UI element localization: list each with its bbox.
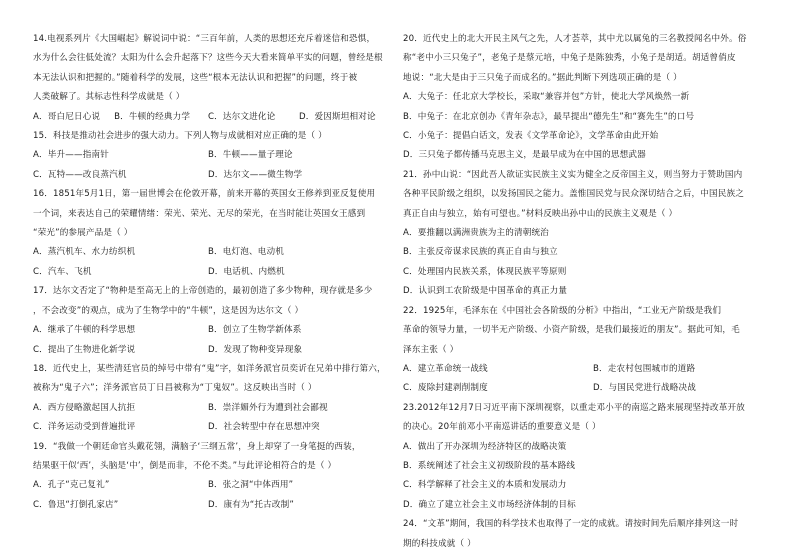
answer-option: D．康有为“托古改制” xyxy=(208,499,294,510)
answer-option: C．瓦特——改良蒸汽机 xyxy=(33,169,127,180)
answer-option: B．创立了生物学新体系 xyxy=(208,325,302,336)
answer-option: B．崇洋媚外行为遭到社会鄙视 xyxy=(208,402,328,413)
answer-option: A．建立革命统一战线 xyxy=(403,363,488,374)
text-line: B．主张反帝谋求民族的真正自由与独立 xyxy=(403,247,558,258)
text-line: 20．近代史上的北大开民主风气之先，人才荟萃，其中尤以属兔的三名教授闻名中外。俗 xyxy=(403,34,747,44)
text-line: A．大兔子：任北京大学校长，采取“兼容并包”方针，使北大学风焕然一新 xyxy=(403,92,690,103)
text-line: 人类破解了。其标志性科学成就是（ ） xyxy=(33,92,185,103)
text-line: 称“老中小三只兔子”，老兔子是蔡元培，中兔子是陈独秀，小兔子是胡适。胡适曾俏皮 xyxy=(403,53,736,64)
text-line: “荣光”的参展产品是（ ） xyxy=(33,228,133,239)
option-row xyxy=(33,341,388,360)
answer-option: A．哥白尼日心说 xyxy=(33,111,101,122)
answer-option: D．达尔文——微生物学 xyxy=(208,169,303,180)
option-row xyxy=(33,166,388,185)
answer-option: D．发现了物种变异现象 xyxy=(208,344,303,355)
answer-option: D．爱因斯坦相对论 xyxy=(299,111,376,122)
text-line: 被称为“鬼子六”；洋务派官员丁日昌被称为“丁鬼奴”。这反映出当时（ ） xyxy=(33,383,317,394)
answer-option: B．牛顿——量子理论 xyxy=(208,150,293,161)
text-line: A．做出了开办深圳为经济特区的战略决策 xyxy=(403,441,567,452)
text-line: D．确立了建立社会主义市场经济体制的目标 xyxy=(403,499,576,510)
text-line: 23.2012年12月7日习近平南下深圳视察，以重走邓小平的南巡之路来展现坚持改革开放 xyxy=(403,402,745,413)
text-line: D．认识到工农阶级是中国革命的真正力量 xyxy=(403,286,568,297)
text-line: 21．孙中山说：“因此吾人欲证实民族主义实为健全之反帝国主义，则当努力于赞助国内 xyxy=(403,169,743,180)
text-line: 16．1851年5月1日，第一届世博会在伦敦开幕，前来开幕的英国女王修养到亚反复使用 xyxy=(33,189,376,200)
option-row xyxy=(403,379,773,398)
text-line: D．三只兔子都传播马克思主义，是最早成为在中国的思想武器 xyxy=(403,150,646,161)
text-line: C．小兔子：提倡白话文，发表《文学革命论》，文学革命由此开始 xyxy=(403,131,659,142)
option-row xyxy=(33,243,388,262)
answer-option: B．张之洞“中体西用” xyxy=(208,480,294,491)
text-line: 真正自由与独立，始有可望也。”材料反映出孙中山的民族主义观是（ ） xyxy=(403,208,678,219)
right-column xyxy=(403,30,773,554)
text-line: B．中兔子：在北京创办《青年杂志》，最早提出“德先生”和“赛先生”的口号 xyxy=(403,111,695,122)
text-line: B．系统阐述了社会主义初级阶段的基本路线 xyxy=(403,460,576,471)
answer-option: C．洋务运动受到普遍批评 xyxy=(33,422,136,433)
text-line: 的决心。20年前邓小平南巡讲话的重要意义是（ ） xyxy=(403,422,601,433)
text-line: 22．1925年，毛泽东在《中国社会各阶级的分析》中指出，“工业无产阶级是我们 xyxy=(403,305,722,316)
option-row xyxy=(33,476,388,495)
answer-option: B．牛顿的经典力学 xyxy=(114,111,191,122)
text-line: 18．近代史上，某些清廷官员的绰号中带有“鬼”字，如洋务派官员奕䜣在兄弟中排行第六， xyxy=(33,363,386,374)
option-row xyxy=(33,496,388,515)
answer-option: C．提出了生物进化新学说 xyxy=(33,344,136,355)
text-line: 期的科技成就（ ） xyxy=(403,538,476,549)
answer-option: A．孔子“克己复礼” xyxy=(33,480,110,491)
text-line: 革命的领导力量，一切半无产阶级、小资产阶级，是我们最接近的朋友”。据此可知，毛 xyxy=(403,325,740,336)
text-line: C．处理国内民族关系，体现民族平等原则 xyxy=(403,266,567,277)
answer-option: A．蒸汽机车、水力纺织机 xyxy=(33,247,136,258)
option-row xyxy=(33,263,388,282)
option-row xyxy=(33,418,388,437)
text-line: 各种平民阶级之组织，以发扬国民之能力。盖惟国民党与民众深切结合之后，中国民族之 xyxy=(403,189,745,200)
text-line: 地说：“北大是由于三只兔子而成名的。”据此判断下列选项正确的是（ ） xyxy=(403,72,682,83)
option-row xyxy=(33,108,388,127)
answer-option: A．继承了牛顿的科学思想 xyxy=(33,325,136,336)
text-line: 结果驱干似‘西’，头脑是‘中’，倒是而非，不伦不类。”与此评论相符合的是（ ） xyxy=(33,460,337,471)
text-line: A．要推翻以满洲贵族为主的清朝统治 xyxy=(403,228,549,239)
text-line: 泽东主张（ ） xyxy=(403,344,459,355)
answer-option: D．电话机、内燃机 xyxy=(208,266,285,277)
answer-option: A．西方侵略激起国人抗拒 xyxy=(33,402,136,413)
option-row xyxy=(33,399,388,418)
text-line: 14.电视系列片《大国崛起》解说词中说：“三百年前，人类的思想还充斥着迷信和恐惧， xyxy=(33,34,376,44)
answer-option: C．达尔文进化论 xyxy=(208,111,276,122)
answer-option: B．走农村包围城市的道路 xyxy=(593,363,696,374)
answer-option: B．电灯泡、电动机 xyxy=(208,247,284,258)
text-line: 一个词，来表达自己的荣耀情绪：荣光、荣光、无尽的荣光，在当时能让英国女王感到 xyxy=(33,208,366,219)
left-column xyxy=(33,30,388,515)
answer-option: A．毕升——指南针 xyxy=(33,150,109,161)
option-row xyxy=(33,321,388,340)
answer-option: D．与国民党进行战略决战 xyxy=(593,383,696,394)
text-line: 24．“文革”期间，我国的科学技术也取得了一定的成就。请按时间先后顺序排列这一时 xyxy=(403,519,739,530)
answer-option: C．废除封建剥削制度 xyxy=(403,383,488,394)
option-row xyxy=(403,360,773,379)
text-line: 15．科技是推动社会进步的强大动力。下列人物与成就相对应正确的是（ ） xyxy=(33,131,327,142)
text-line: ，不会改变”的观点，成为了生物学中的“牛顿”，这是因为达尔文（ ） xyxy=(33,305,304,316)
text-line: 19．“我做一个朝廷命官头戴花翎，满脑子‘三纲五常’，身上却穿了一身笔挺的西装， xyxy=(33,441,361,452)
text-line: 17．达尔文否定了“物种是至高无上的上帝创造的，最初创造了多少物种，现存就是多少 xyxy=(33,286,373,297)
answer-option: D．社会转型中存在思想冲突 xyxy=(208,422,320,433)
text-line: 本无法认识和把握的。”随着科学的发展，这些“根本无法认识和把握”的问题，终于被 xyxy=(33,72,358,83)
text-line: C．科学解释了社会主义的本质和发展动力 xyxy=(403,480,567,491)
answer-option: C．汽车、飞机 xyxy=(33,266,92,277)
answer-option: C．鲁迅“打倒孔家店” xyxy=(33,499,119,510)
text-line: 水为什么会往低处流？太阳为什么会升起落下？这些今天大看来简单平实的问题，曾经是根 xyxy=(33,53,383,64)
option-row xyxy=(33,146,388,165)
